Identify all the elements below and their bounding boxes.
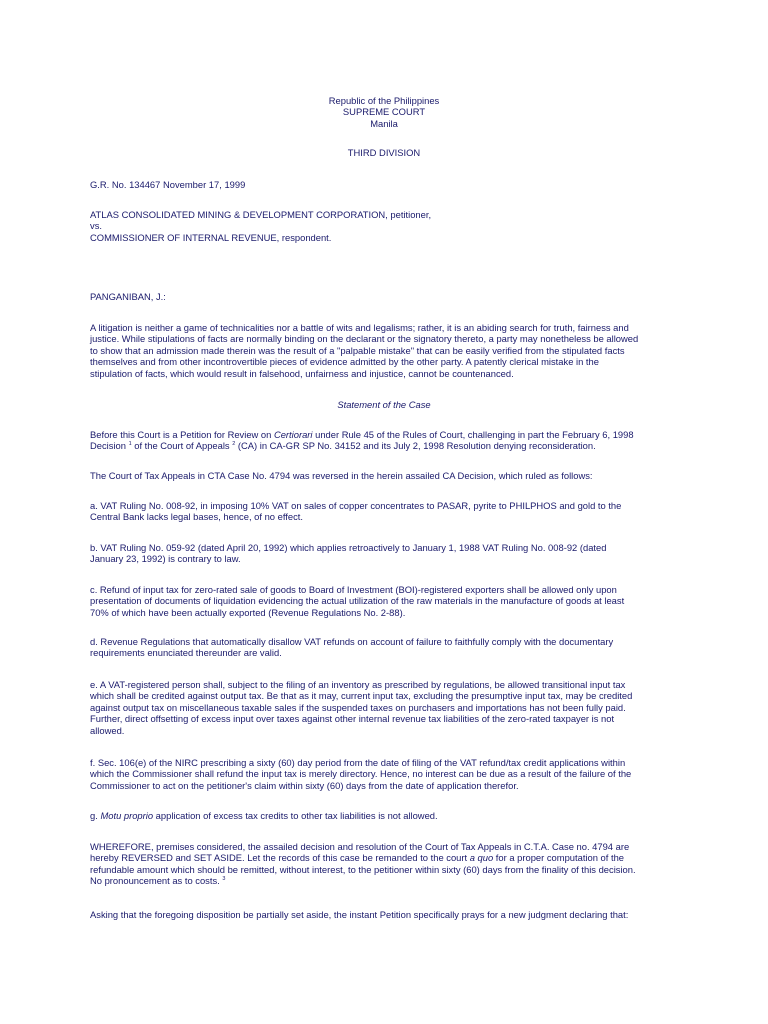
- intro-line: themselves and from other incontrovertible pieces of evidence admitted by the other party. A patently clerical mistake in the: [90, 356, 599, 368]
- ruling-d: [90, 636, 680, 659]
- footnote-ref-1[interactable]: 1: [128, 441, 132, 448]
- wherefore-line: refundable amount which should be remitted, without interest, to the petitioner within sixty (60) days from the finality of this decision.: [90, 863, 636, 875]
- statement-line-2: [90, 440, 680, 451]
- ruling-g-text: application of excess tax credits to other tax liabilities is not allowed.: [153, 810, 438, 821]
- case-number-text: G.R. No. 134467 November 17, 1999: [90, 179, 246, 190]
- ruling-line: 70% of which have been actually exported (Revenue Regulations No. 2-88).: [90, 606, 406, 618]
- ruling-line: which shall be credited against output tax. Be that as it may, current input tax, excluding the presumptive input tax, may be credited: [90, 690, 633, 702]
- ruling-line: Central Bank lacks legal bases, hence, of no effect.: [90, 511, 303, 523]
- ruling-g: [90, 810, 680, 821]
- footnote-ref-2[interactable]: 2: [232, 441, 236, 448]
- ruling-line: d. Revenue Regulations that automatically disallow VAT refunds on account of failure to faithfully comply with the documentary: [90, 636, 614, 647]
- case-parties: [90, 209, 680, 243]
- ruling-line: a. VAT Ruling No. 008-92, in imposing 10% VAT on sales of copper concentrates to PASAR, pyrite to PHILPHOS and gold to the: [90, 500, 622, 511]
- intro-line: to show that an admission made therein was the result of a "palpable mistake" that can be easily verified from the stipulated facts: [90, 344, 625, 356]
- cta-intro-text: The Court of Tax Appeals in CTA Case No. 4794 was reversed in the herein assailed CA Decision, which ruled as follows:: [90, 470, 593, 481]
- wherefore-text: hereby REVERSED and SET ASIDE. Let the records of this case be remanded to the court: [90, 852, 470, 864]
- respondent-line: COMMISSIONER OF INTERNAL REVENUE, respondent.: [90, 231, 332, 243]
- certiorari-term: Certiorari: [273, 429, 313, 440]
- court-header: [0, 95, 768, 129]
- statement-paragraph: [90, 429, 680, 452]
- section-heading: [0, 399, 768, 410]
- wherefore-line: [90, 852, 680, 863]
- versus-line: vs.: [90, 220, 102, 232]
- ruling-line: presentation of documents of liquidation evidencing the actual utilization of the raw materials in the manufacture of goods at least: [90, 595, 625, 607]
- wherefore-line: [90, 875, 680, 886]
- wherefore-line: WHEREFORE, premises considered, the assailed decision and resolution of the Court of Tax Appeals in C.T.A. Case no. 4794 are: [90, 841, 630, 852]
- motu-proprio-term: Motu proprio: [100, 810, 154, 821]
- petitioner-line: ATLAS CONSOLIDATED MINING & DEVELOPMENT CORPORATION, petitioner,: [90, 209, 432, 220]
- ruling-g-letter: g.: [90, 810, 101, 821]
- ruling-f: [90, 757, 680, 791]
- wherefore-text: for a proper computation of the: [493, 852, 624, 864]
- wherefore-text: No pronouncement as to costs.: [90, 875, 223, 887]
- ruling-line: [90, 810, 680, 821]
- section-heading-text: Statement of the Case: [337, 399, 431, 410]
- ruling-a: [90, 500, 680, 523]
- case-number: [90, 179, 680, 190]
- intro-line: justice. While stipulations of facts are normally binding on the declarant or the signatory thereto, a party may nonetheless be allowed: [90, 333, 639, 345]
- wherefore-paragraph: [90, 841, 680, 887]
- ruling-line: e. A VAT-registered person shall, subject to the filing of an inventory as prescribed by regulations, be allowed transitional input tax: [90, 679, 626, 690]
- closing-paragraph: [90, 909, 680, 920]
- ruling-line: allowed.: [90, 724, 125, 736]
- ruling-line: requirements enunciated thereunder are valid.: [90, 647, 282, 659]
- statement-text: of the Court of Appeals: [131, 440, 233, 452]
- footnote-ref-3[interactable]: 3: [222, 876, 226, 883]
- ponente: [90, 291, 680, 302]
- statement-line-1: [90, 429, 680, 440]
- closing-text: Asking that the foregoing disposition be partially set aside, the instant Petition specifically prays for a new judgment declaring that:: [90, 909, 629, 920]
- ruling-line: c. Refund of input tax for zero-rated sale of goods to Board of Investment (BOI)-registered exporters shall be allowed only upon: [90, 584, 617, 595]
- ruling-line: Commissioner to act on the petitioner's claim within sixty (60) days from the date of application therefor.: [90, 779, 519, 791]
- intro-paragraph: [90, 322, 680, 379]
- division-text: THIRD DIVISION: [347, 147, 421, 158]
- statement-text: Decision: [90, 440, 129, 452]
- header-city: Manila: [370, 117, 398, 129]
- intro-line: A litigation is neither a game of technicalities nor a battle of wits and legalisms; rather, it is an abiding search for truth, fairness and: [90, 322, 629, 333]
- header-country: Republic of the Philippines: [328, 95, 440, 106]
- ruling-line: January 23, 1992) is contrary to law.: [90, 553, 241, 565]
- ponente-text: PANGANIBAN, J.:: [90, 291, 166, 302]
- statement-text: (CA) in CA-GR SP No. 34152 and its July 2, 1998 Resolution denying reconsideration.: [235, 440, 596, 452]
- header-court: SUPREME COURT: [342, 106, 426, 118]
- ruling-c: [90, 584, 680, 618]
- ruling-line: f. Sec. 106(e) of the NIRC prescribing a sixty (60) day period from the date of filing of the VAT refund/tax credit applications within: [90, 757, 626, 768]
- ruling-line: b. VAT Ruling No. 059-92 (dated April 20, 1992) which applies retroactively to January 1, 1988 VAT Ruling No. 008-92 (dated: [90, 542, 607, 553]
- statement-text: under Rule 45 of the Rules of Court, challenging in part the February 6, 1998: [312, 429, 634, 440]
- ruling-b: [90, 542, 680, 565]
- division-heading: [0, 147, 768, 158]
- a-quo-term: a quo: [469, 852, 494, 864]
- ruling-line: which the Commissioner shall refund the input tax is merely directory. Hence, no interest can be due as a result of the failure of the: [90, 768, 632, 780]
- intro-line: stipulation of facts, which would result in falsehood, unfairness and injustice, cannot be countenanced.: [90, 367, 514, 379]
- cta-intro-paragraph: [90, 470, 680, 481]
- ruling-line: Further, direct offsetting of excess input over taxes against other internal revenue tax liabilities of the zero-rated taxpayer is not: [90, 713, 615, 725]
- statement-text: Before this Court is a Petition for Review on: [90, 429, 274, 440]
- ruling-e: [90, 679, 680, 736]
- ruling-line: against output tax on miscellaneous taxable sales if the suspended taxes on purchasers and importations has not been fully paid.: [90, 701, 626, 713]
